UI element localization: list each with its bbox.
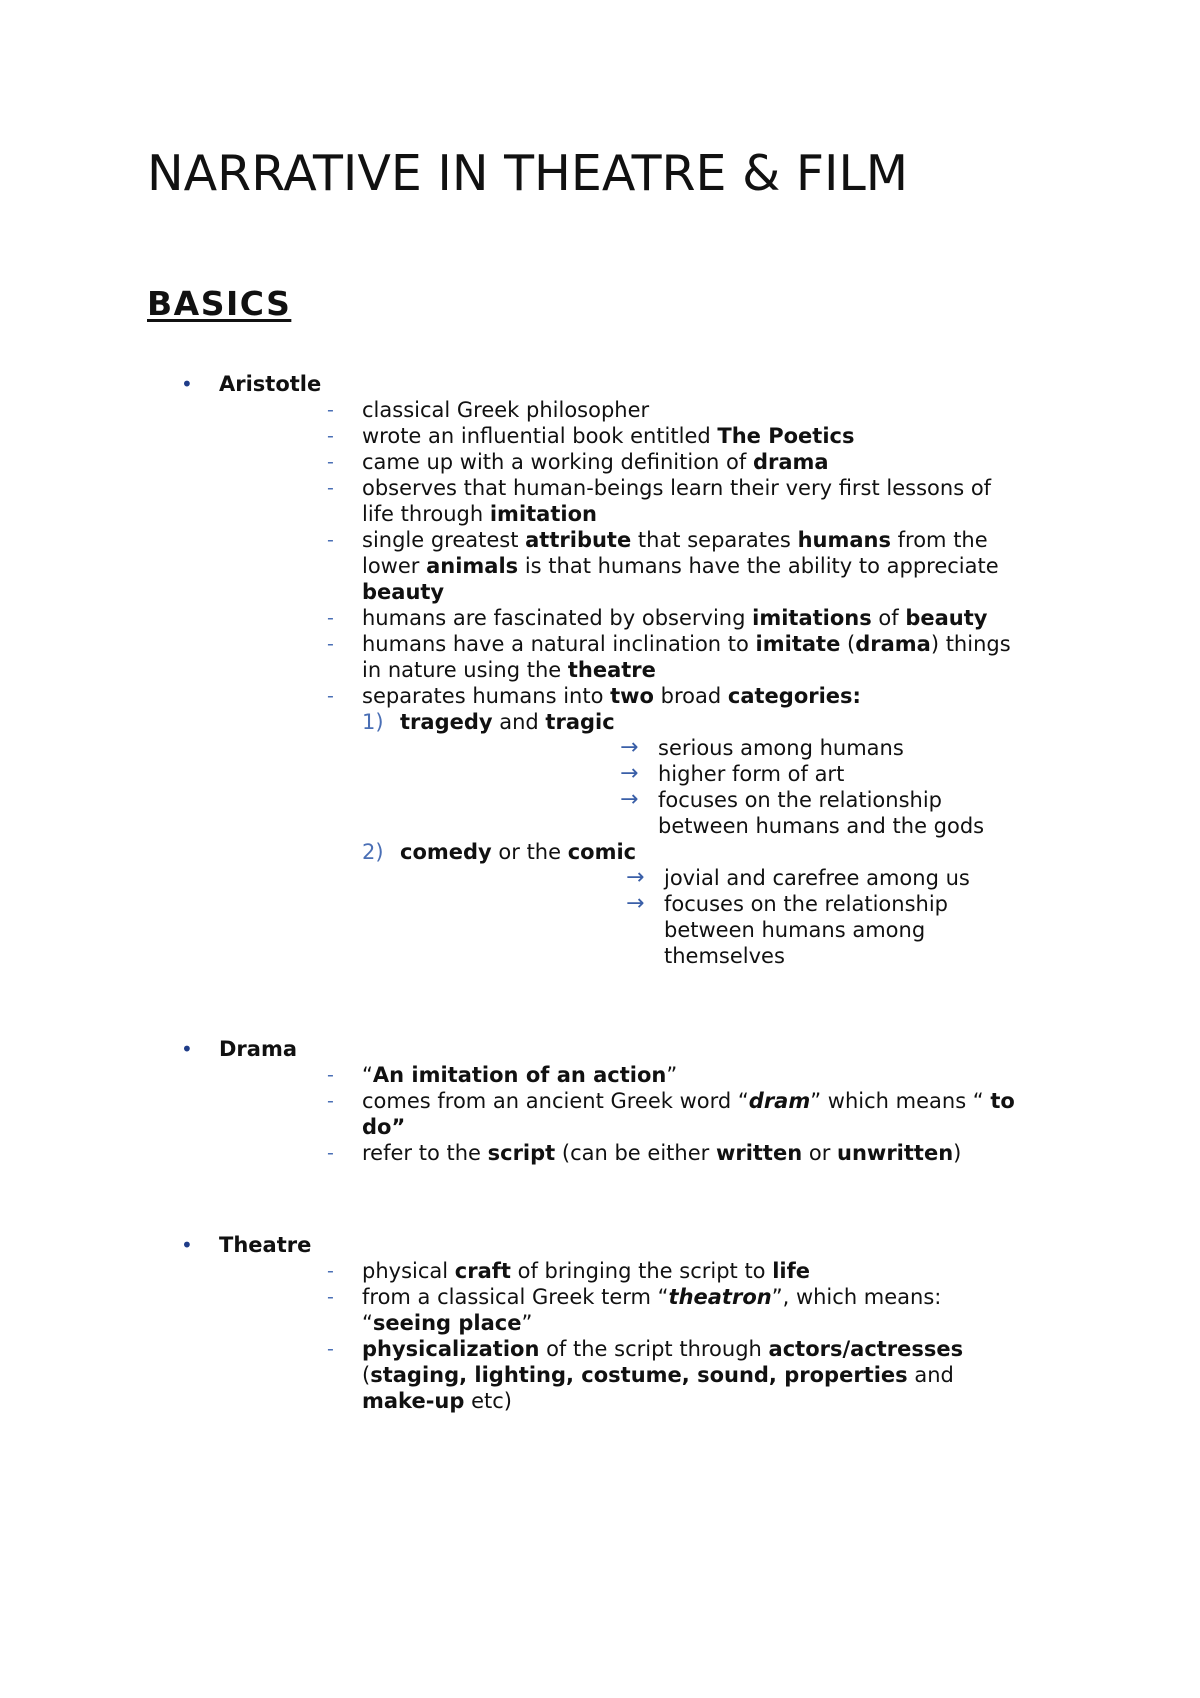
aristotle-line-5-cont: lower animals is that humans have the ability to appreciate: [362, 554, 999, 578]
theatre-line-1: physical craft of bringing the script to life: [362, 1259, 810, 1283]
aristotle-line-3: came up with a working definition of drama: [362, 450, 829, 474]
arrow-right-icon: →: [620, 787, 639, 812]
dash-icon: -: [327, 607, 334, 629]
dash-icon: -: [327, 1090, 334, 1112]
aristotle-line-5-cont2: beauty: [362, 580, 445, 604]
topic-theatre: Theatre: [219, 1233, 312, 1257]
comedy-point-2-cont: between humans among: [664, 918, 926, 942]
arrow-right-icon: →: [626, 891, 645, 916]
drama-line-2: comes from an ancient Greek word “dram” which means “ to: [362, 1089, 1015, 1113]
dash-icon: -: [327, 1260, 334, 1282]
dash-icon: -: [327, 1064, 334, 1086]
tragedy-point-3-cont: between humans and the gods: [658, 814, 985, 838]
aristotle-line-7: humans have a natural inclination to imitate (drama) things: [362, 632, 1011, 656]
arrow-right-icon: →: [620, 761, 639, 786]
dash-icon: -: [327, 451, 334, 473]
section-heading-basics: BASICS: [147, 284, 292, 323]
dash-icon: -: [327, 1286, 334, 1308]
arrow-right-icon: →: [620, 735, 639, 760]
dash-icon: -: [327, 1142, 334, 1164]
theatre-line-3-cont: (staging, lighting, costume, sound, properties and: [362, 1363, 954, 1387]
topic-drama: Drama: [219, 1037, 298, 1061]
bullet-icon: •: [181, 372, 193, 396]
dash-icon: -: [327, 477, 334, 499]
dash-icon: -: [327, 685, 334, 707]
bullet-icon: •: [181, 1233, 193, 1257]
theatre-line-2-cont: “seeing place”: [362, 1311, 533, 1335]
theatre-line-3-cont2: make-up etc): [362, 1389, 512, 1413]
dash-icon: -: [327, 633, 334, 655]
aristotle-line-4-cont: life through imitation: [362, 502, 597, 526]
tragedy-point-3: focuses on the relationship: [658, 788, 942, 812]
comedy-point-1: jovial and carefree among us: [664, 866, 970, 890]
category-comedy: comedy or the comic: [400, 840, 637, 864]
dash-icon: -: [327, 399, 334, 421]
drama-line-2-cont: do”: [362, 1115, 406, 1139]
aristotle-line-2: wrote an influential book entitled The Poetics: [362, 424, 855, 448]
comedy-point-2-cont2: themselves: [664, 944, 785, 968]
aristotle-line-4: observes that human-beings learn their very first lessons of: [362, 476, 992, 500]
theatre-line-2: from a classical Greek term “theatron”, which means:: [362, 1285, 942, 1309]
dash-icon: -: [327, 1338, 334, 1360]
aristotle-line-8: separates humans into two broad categories:: [362, 684, 861, 708]
dash-icon: -: [327, 425, 334, 447]
tragedy-point-1: serious among humans: [658, 736, 904, 760]
bullet-icon: •: [181, 1037, 193, 1061]
arrow-right-icon: →: [626, 865, 645, 890]
dash-icon: -: [327, 529, 334, 551]
category-tragedy: tragedy and tragic: [400, 710, 615, 734]
aristotle-line-6: humans are fascinated by observing imitations of beauty: [362, 606, 988, 630]
aristotle-line-1: classical Greek philosopher: [362, 398, 650, 422]
comedy-point-2: focuses on the relationship: [664, 892, 948, 916]
topic-aristotle: Aristotle: [219, 372, 322, 396]
list-number-1: 1): [362, 710, 384, 734]
document-title: NARRATIVE IN THEATRE & FILM: [147, 145, 909, 202]
list-number-2: 2): [362, 840, 384, 864]
aristotle-line-5: single greatest attribute that separates humans from the: [362, 528, 988, 552]
drama-line-1: “An imitation of an action”: [362, 1063, 678, 1087]
theatre-line-3: physicalization of the script through actors/actresses: [362, 1337, 964, 1361]
tragedy-point-2: higher form of art: [658, 762, 845, 786]
drama-line-3: refer to the script (can be either written or unwritten): [362, 1141, 962, 1165]
aristotle-line-7-cont: in nature using the theatre: [362, 658, 656, 682]
